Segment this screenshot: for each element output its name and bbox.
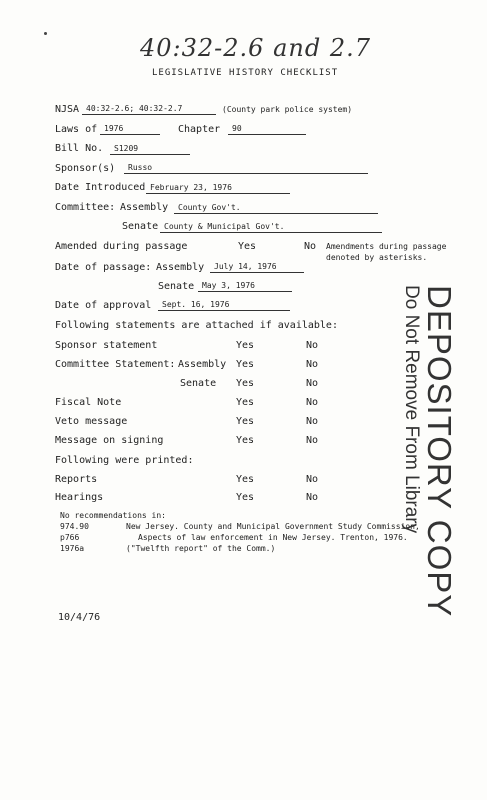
signing-message-label: Message on signing — [55, 435, 164, 446]
sponsor-label: Sponsor(s) — [55, 163, 116, 174]
passage-senate-label: Senate — [158, 281, 195, 292]
sponsor-statement-label: Sponsor statement — [55, 340, 158, 351]
citation-line-1: New Jersey. County and Municipal Government Study Commission, — [126, 522, 420, 531]
fiscal-note-no: No — [306, 397, 319, 408]
committee-statement-senate-no: No — [306, 378, 319, 389]
approval-value: Sept. 16, 1976 — [158, 300, 290, 311]
passage-assembly-label: Assembly — [156, 262, 205, 273]
hearings-no: No — [306, 492, 319, 503]
chapter-label: Chapter — [178, 124, 221, 135]
veto-message-yes: Yes — [236, 416, 255, 427]
signing-message-yes: Yes — [236, 435, 255, 446]
depository-stamp — [400, 285, 456, 617]
laws-label: Laws of — [55, 124, 98, 135]
committee-statement-assembly-label: Assembly — [178, 359, 227, 370]
bill-label: Bill No. — [55, 143, 104, 154]
amended-note-1: Amendments during passage — [326, 242, 447, 251]
committee-senate-value: County & Municipal Gov't. — [160, 222, 382, 233]
sponsor-statement-no: No — [306, 340, 319, 351]
committee-statement-assembly-no: No — [306, 359, 319, 370]
sponsor-statement-yes: Yes — [236, 340, 255, 351]
page-title: LEGISLATIVE HISTORY CHECKLIST — [152, 68, 339, 78]
chapter-value: 90 — [228, 124, 306, 135]
fiscal-note-label: Fiscal Note — [55, 397, 122, 408]
date-introduced-value: February 23, 1976 — [146, 183, 290, 194]
njsa-value: 40:32-2.6; 40:32-2.7 — [82, 104, 216, 115]
citation-line-2: Aspects of law enforcement in New Jersey. Trenton, 1976. — [138, 533, 408, 542]
reports-no: No — [306, 474, 319, 485]
laws-value: 1976 — [100, 124, 160, 135]
hearings-label: Hearings — [55, 492, 104, 503]
bill-value: S1209 — [110, 144, 190, 155]
fiscal-note-yes: Yes — [236, 397, 255, 408]
call-number-1: 974.90 — [60, 522, 89, 531]
hearings-yes: Yes — [236, 492, 255, 503]
njsa-note: (County park police system) — [222, 105, 353, 114]
printed-heading: Following were printed: — [55, 455, 194, 466]
committee-statement-senate-label: Senate — [180, 378, 217, 389]
sponsor-value: Russo — [124, 163, 368, 174]
date-introduced-label: Date Introduced — [55, 182, 146, 193]
citation-line-3: ("Twelfth report" of the Comm.) — [126, 544, 276, 553]
amended-no: No — [304, 241, 317, 252]
statements-heading: Following statements are attached if available: — [55, 320, 338, 331]
veto-message-no: No — [306, 416, 319, 427]
footer-date: 10/4/76 — [58, 612, 101, 623]
committee-assembly-value: County Gov't. — [174, 203, 378, 214]
handwritten-header: 40:32-2.6 and 2.7 — [140, 34, 371, 62]
call-number-2: p766 — [60, 533, 80, 542]
recommendations-heading: No recommendations in: — [60, 511, 166, 520]
committee-label: Committee: — [55, 202, 116, 213]
speck — [44, 32, 47, 35]
njsa-label: NJSA — [55, 104, 80, 115]
committee-senate-label: Senate — [122, 221, 159, 232]
call-number-3: 1976a — [60, 544, 85, 553]
reports-label: Reports — [55, 474, 98, 485]
stamp-line-2: Do Not Remove From Library — [401, 285, 422, 534]
committee-statement-assembly-yes: Yes — [236, 359, 255, 370]
passage-label: Date of passage: — [55, 262, 152, 273]
signing-message-no: No — [306, 435, 319, 446]
committee-assembly-label: Assembly — [120, 202, 169, 213]
committee-statement-label: Committee Statement: — [55, 359, 176, 370]
passage-senate-value: May 3, 1976 — [198, 281, 292, 292]
stamp-line-1: DEPOSITORY COPY — [421, 285, 458, 618]
approval-label: Date of approval — [55, 300, 152, 311]
reports-yes: Yes — [236, 474, 255, 485]
passage-assembly-value: July 14, 1976 — [210, 262, 304, 273]
veto-message-label: Veto message — [55, 416, 128, 427]
amended-yes: Yes — [238, 241, 257, 252]
amended-note-2: denoted by asterisks. — [326, 253, 428, 262]
amended-label: Amended during passage — [55, 241, 188, 252]
committee-statement-senate-yes: Yes — [236, 378, 255, 389]
